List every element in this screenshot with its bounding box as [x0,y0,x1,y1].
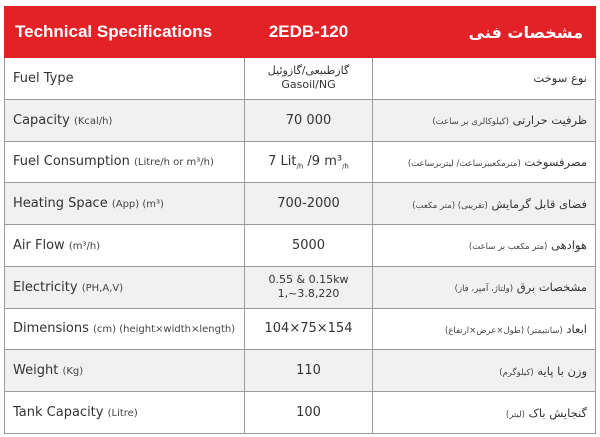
table-row [5,141,596,183]
spec-fa-label [373,58,596,100]
spec-label [5,58,245,100]
spec-value-part: 7 Lit [268,153,297,169]
spec-label [5,99,245,141]
spec-table-body [5,58,596,434]
spec-fa-label [373,266,596,308]
spec-label-text: Fuel Type [13,70,74,86]
spec-fa-label-text: ظرفیت حرارتی [512,113,587,128]
spec-value [245,58,373,100]
spec-label [5,183,245,225]
spec-value [245,141,373,183]
spec-label [5,350,245,392]
spec-value-line2: 1,~3.8,220 [277,287,340,301]
spec-value-sub: /h [296,162,304,171]
persian-title: مشخصات فنی [373,7,596,58]
header-row [5,7,596,58]
spec-fa-label [373,225,596,267]
spec-table [4,6,596,434]
spec-fa-unit: (کیلوگرم) [499,367,534,378]
spec-label-unit: (Kg) [62,366,84,378]
spec-label-unit: (cm) (height×width×length) [93,324,236,336]
spec-fa-label-text: گنجایش باک [528,405,587,420]
spec-value-sub: /h [342,162,349,171]
spec-fa-unit: (لیتر) [505,409,525,420]
spec-fa-label [373,183,596,225]
table-row [5,225,596,267]
spec-fa-label-text: ابعاد [566,321,587,336]
spec-label-unit: (Litre) [107,408,138,420]
spec-fa-unit: (ولتاژ، آمپر، فاز) [454,284,514,295]
spec-value-line2: Gasoil/NG [281,78,336,92]
spec-fa-label-text: وزن با پایه [537,363,587,378]
spec-label-unit: (PH,A,V) [81,282,124,294]
spec-fa-unit: (تقریبی) (متر مکعب) [412,200,488,211]
table-row [5,58,596,100]
spec-label-unit: (Litre/h or m³/h) [134,157,214,169]
spec-value: 104×75×154 [245,308,373,350]
spec-value: 5000 [245,225,373,267]
spec-fa-label [373,308,596,350]
spec-label [5,308,245,350]
spec-label-unit: (m³/h) [68,240,101,252]
spec-fa-label-text: مصرفسوخت [524,154,587,169]
spec-label-unit: (App) (m³) [111,199,164,211]
spec-fa-label-text: نوع سوخت [533,71,587,86]
spec-value-part: /9 m³ [303,153,343,169]
spec-fa-unit: (سانتیمتر) (طول×عرض×ارتفاع) [445,325,563,336]
spec-label-text: Electricity [13,279,78,295]
spec-label-text: Fuel Consumption [13,154,130,170]
spec-fa-unit: (مترمکعببرساعت/ لیتربرساعت) [407,158,521,169]
table-row [5,183,596,225]
spec-value: 110 [245,350,373,392]
spec-value: 100 [245,392,373,434]
spec-fa-unit: (متر مکعب بر ساعت) [468,242,548,253]
spec-fa-label-text: مشخصات برق [516,280,587,295]
spec-fa-label [373,141,596,183]
spec-fa-label [373,392,596,434]
table-row [5,266,596,308]
spec-value-line1: 0.55 & 0.15kw [268,273,349,287]
spec-label-unit: (Kcal/h) [73,115,113,127]
model-title: 2EDB-120 [245,7,373,58]
table-row [5,308,596,350]
spec-fa-label [373,99,596,141]
table-row [5,392,596,434]
spec-value-line1: گازطبیعی/گازوئیل [267,64,350,78]
spec-fa-unit: (کیلوکالری بر ساعت) [432,117,509,128]
spec-label [5,225,245,267]
spec-label-text: Tank Capacity [13,405,104,421]
spec-label-text: Heating Space [13,196,108,212]
spec-label-text: Air Flow [13,237,65,253]
spec-fa-label [373,350,596,392]
spec-label-text: Weight [13,363,59,379]
spec-fa-label-text: فضای قابل گرمایش [491,196,587,211]
spec-label [5,266,245,308]
spec-label [5,392,245,434]
english-title: Technical Specifications [5,7,245,58]
table-row [5,99,596,141]
spec-fa-label-text: هوادهی [551,238,587,253]
spec-label [5,141,245,183]
spec-value: 70 000 [245,99,373,141]
spec-label-text: Capacity [13,112,70,128]
spec-value: 700-2000 [245,183,373,225]
spec-table-header [5,7,596,58]
spec-value [245,266,373,308]
table-row [5,350,596,392]
spec-label-text: Dimensions [13,321,89,337]
